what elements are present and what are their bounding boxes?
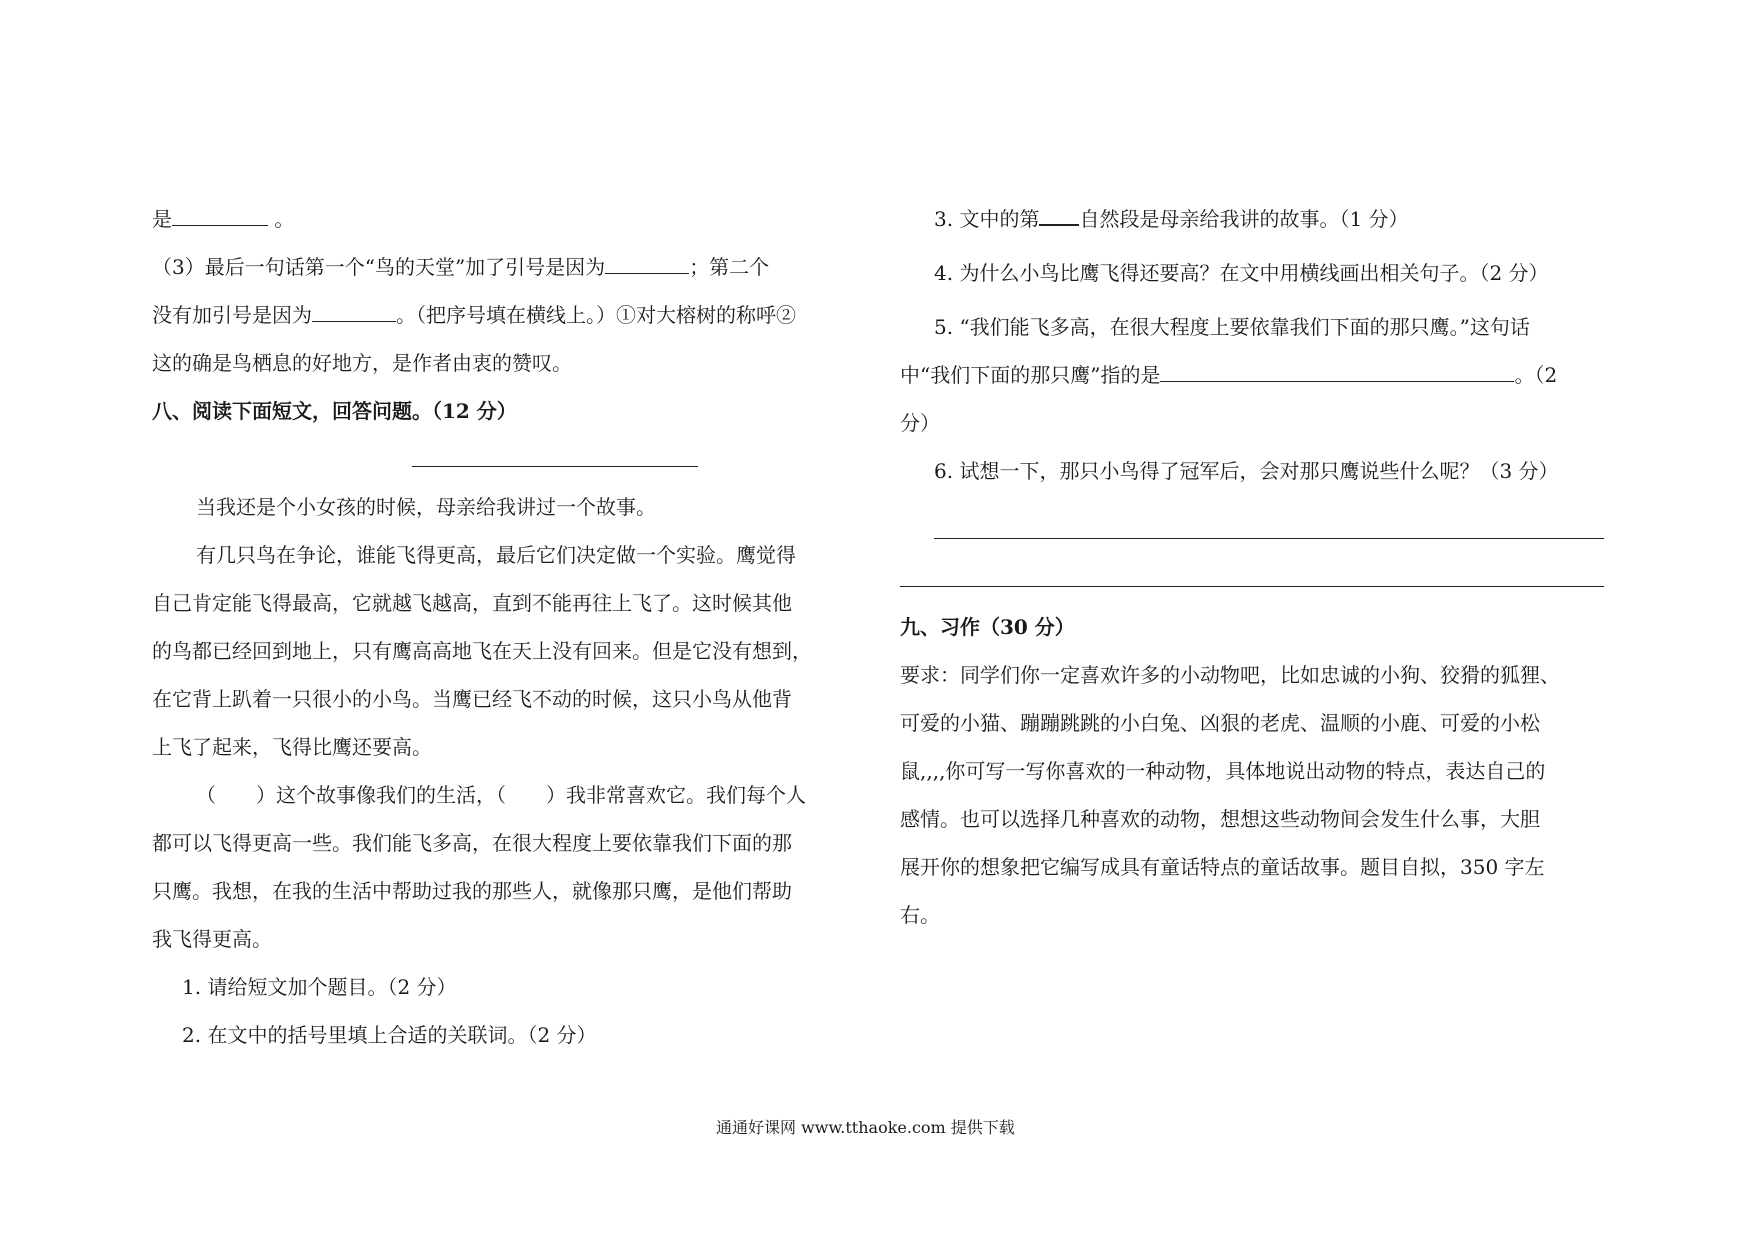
section-8-heading: 八、阅读下面短文，回答问题。（12 分） xyxy=(152,399,517,423)
question-3: 3. 文中的第 自然段是母亲给我讲的故事。（1 分） xyxy=(934,207,1409,231)
answer-line[interactable] xyxy=(900,586,1604,587)
passage-paragraph-2-line-5: 上飞了起来，飞得比鹰还要高。 xyxy=(152,735,432,759)
title-answer-line[interactable] xyxy=(412,466,698,467)
writing-requirement-line-2: 可爱的小猫、蹦蹦跳跳的小白兔、凶狠的老虎、温顺的小鹿、可爱的小松 xyxy=(900,711,1540,735)
writing-requirement-line-3: 鼠,,,,你可写一写你喜欢的一种动物，具体地说出动物的特点，表达自己的 xyxy=(900,759,1546,783)
question-5-line-1: 5. “我们能飞多高，在很大程度上要依靠我们下面的那只鹰。”这句话 xyxy=(934,315,1530,339)
question-1: 1. 请给短文加个题目。（2 分） xyxy=(182,975,457,999)
footer-source: 通通好课网 www.tthaoke.com 提供下载 xyxy=(716,1118,1015,1137)
answer-blank[interactable] xyxy=(1039,224,1079,226)
question-2: 2. 在文中的括号里填上合适的关联词。（2 分） xyxy=(182,1023,597,1047)
question-5-line-2: 中“我们下面的那只鹰”指的是 。（2 xyxy=(900,363,1558,387)
answer-line[interactable] xyxy=(934,538,1604,539)
section-9-heading: 九、习作（30 分） xyxy=(900,615,1075,639)
answer-blank[interactable] xyxy=(1160,381,1514,382)
question-3-option-text: 这的确是鸟栖息的好地方，是作者由衷的赞叹。 xyxy=(152,351,572,375)
question-5-line-3: 分） xyxy=(900,411,940,435)
question-4: 4. 为什么小鸟比鹰飞得还要高？在文中用横线画出相关句子。（2 分） xyxy=(934,261,1549,285)
question-3-quotes-cont: 没有加引号是因为 。（把序号填在横线上。）①对大榕树的称呼② xyxy=(152,303,796,327)
passage-paragraph-2-line-2: 自己肯定能飞得最高，它就越飞越高，直到不能再往上飞了。这时候其他 xyxy=(152,591,792,615)
answer-blank[interactable] xyxy=(172,225,268,226)
writing-requirement-line-1: 要求：同学们你一定喜欢许多的小动物吧，比如忠诚的小狗、狡猾的狐狸、 xyxy=(900,663,1560,687)
answer-line-continued: 是 。 xyxy=(152,207,295,231)
passage-paragraph-3-line-2: 都可以飞得更高一些。我们能飞多高，在很大程度上要依靠我们下面的那 xyxy=(152,831,792,855)
passage-paragraph-3-line-3: 只鹰。我想，在我的生活中帮助过我的那些人，就像那只鹰，是他们帮助 xyxy=(152,879,792,903)
answer-blank[interactable] xyxy=(605,273,689,274)
passage-paragraph-1: 当我还是个小女孩的时候，母亲给我讲过一个故事。 xyxy=(196,495,656,519)
passage-paragraph-2-line-3: 的鸟都已经回到地上，只有鹰高高地飞在天上没有回来。但是它没有想到， xyxy=(152,639,812,663)
answer-blank[interactable] xyxy=(312,321,396,322)
writing-requirement-line-5: 展开你的想象把它编写成具有童话特点的童话故事。题目自拟，350 字左 xyxy=(900,855,1545,879)
question-3-quotes: （3）最后一句话第一个“鸟的天堂”加了引号是因为 ；第二个 xyxy=(152,255,770,279)
passage-paragraph-2-line-4: 在它背上趴着一只很小的小鸟。当鹰已经飞不动的时候，这只小鸟从他背 xyxy=(152,687,792,711)
passage-paragraph-3-line-4: 我飞得更高。 xyxy=(152,927,272,951)
writing-requirement-line-6: 右。 xyxy=(900,903,940,927)
writing-requirement-line-4: 感情。也可以选择几种喜欢的动物，想想这些动物间会发生什么事，大胆 xyxy=(900,807,1540,831)
question-6: 6. 试想一下，那只小鸟得了冠军后，会对那只鹰说些什么呢？（3 分） xyxy=(934,459,1559,483)
passage-paragraph-3-line-1: （ ）这个故事像我们的生活，（ ）我非常喜欢它。我们每个人 xyxy=(196,783,806,807)
passage-paragraph-2-line-1: 有几只鸟在争论，谁能飞得更高，最后它们决定做一个实验。鹰觉得 xyxy=(196,543,796,567)
